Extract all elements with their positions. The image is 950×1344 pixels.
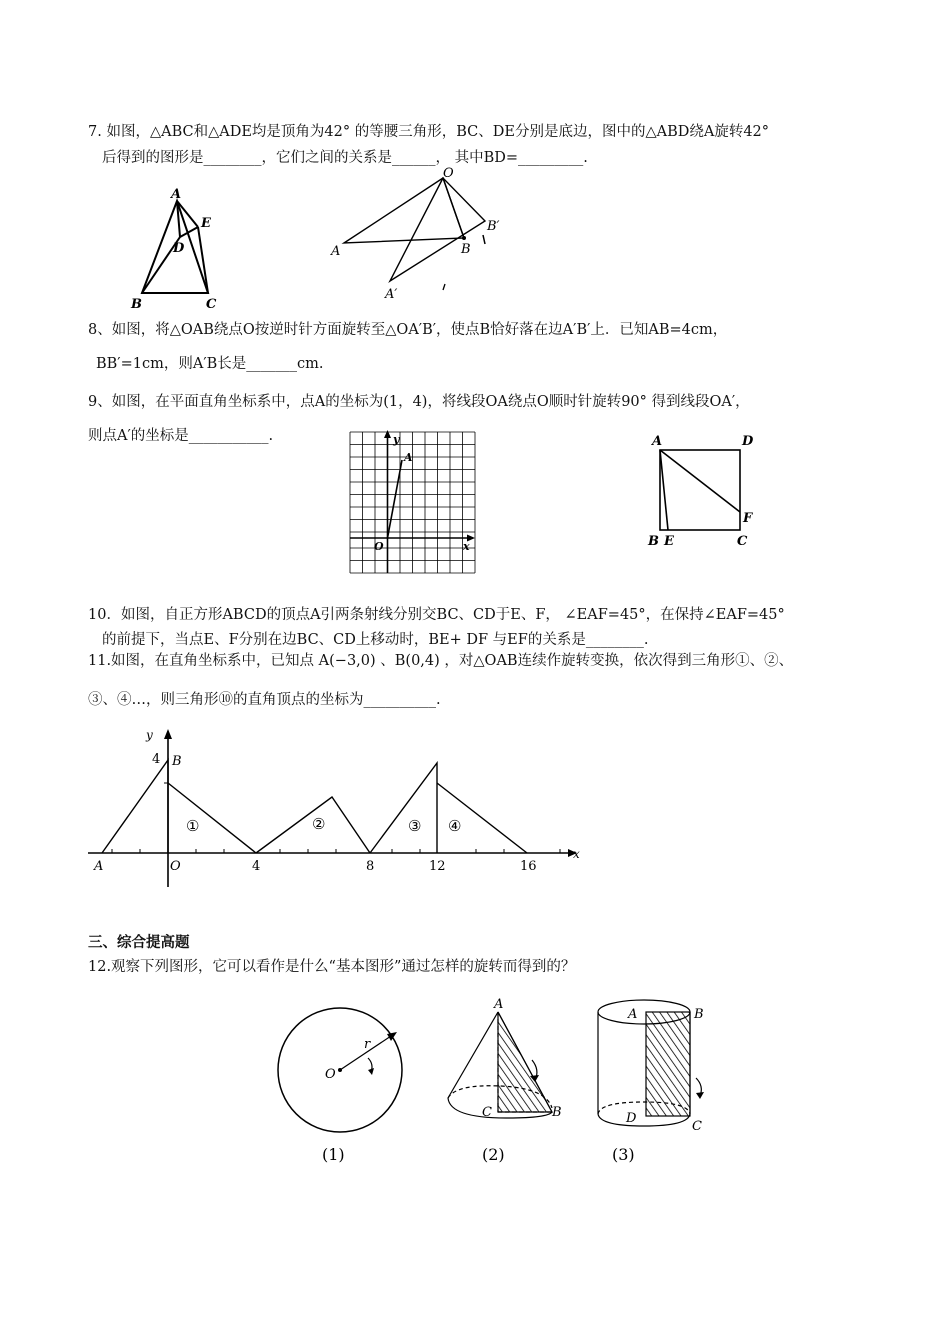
fig12-label-o: O — [325, 1067, 336, 1082]
fig7a-label-d: D — [173, 241, 185, 256]
fig9-grid — [348, 430, 478, 575]
fig10-label-d: D — [742, 434, 754, 449]
q10-line2: 的前提下，当点E、F分别在边BC、CD上移动时，BE+ DF 与EF的关系是________. — [102, 632, 649, 648]
fig11-circled-1: ① — [186, 817, 200, 835]
fig7b-label-b: B — [461, 242, 471, 257]
fig9-label-a: A — [404, 451, 413, 464]
fig12-cone-label-a: A — [494, 997, 504, 1012]
q7-line2: 后得到的图形是________，它们之间的关系是______， 其中BD=_________. — [102, 150, 588, 166]
section3-title: 三、综合提高题 — [88, 935, 190, 951]
fig9-label-o: O — [374, 540, 384, 553]
fig10-label-c: C — [737, 534, 748, 549]
fig7b-label-b1: B′ — [487, 219, 500, 234]
fig11-label-x: x — [573, 847, 580, 861]
fig11-tick-4: 4 — [252, 859, 261, 874]
fig12-cyl-label-a: A — [628, 1007, 638, 1022]
fig7a-label-e: E — [201, 216, 211, 231]
fig11-label-a: A — [94, 859, 104, 874]
q10-line1: 10．如图，自正方形ABCD的顶点A引两条射线分别交BC、CD于E、F， ∠EAF=45°，在保持∠EAF=45° — [88, 607, 785, 623]
fig9-label-x: x — [463, 540, 470, 553]
fig12-cyl-label-c: C — [692, 1119, 702, 1134]
q7-line1: 7. 如图，△ABC和△ADE均是顶角为42° 的等腰三角形，BC、DE分别是底边，图中的△ABD绕A旋转42° — [88, 124, 770, 140]
fig12-solids — [270, 990, 720, 1170]
fig12-caption-1: (1) — [322, 1145, 345, 1164]
fig12-cone-label-c: C — [482, 1105, 492, 1120]
fig7b-label-o: O — [443, 166, 454, 181]
fig7b-label-a: A — [331, 244, 341, 259]
fig10-label-f: F — [743, 511, 753, 526]
fig10-label-e: E — [664, 534, 674, 549]
fig9-label-y: y — [393, 433, 400, 446]
fig11-label-y4: 4 — [152, 752, 161, 767]
fig11-label-b: B — [172, 754, 182, 769]
fig12-cyl-label-b: B — [694, 1007, 704, 1022]
fig12-cyl-label-d: D — [626, 1111, 637, 1126]
q12-line1: 12.观察下列图形，它可以看作是什么“基本图形”通过怎样的旋转而得到的？ — [88, 959, 576, 975]
q9-line1: 9、如图，在平面直角坐标系中，点A的坐标为(1，4)，将线段OA绕点O顺时针旋转90° 得到线段OA′， — [88, 394, 750, 410]
fig11-circled-2: ② — [312, 815, 326, 833]
fig10-label-b: B — [648, 534, 659, 549]
fig10-label-a: A — [652, 434, 663, 449]
fig12-caption-2: (2) — [482, 1145, 505, 1164]
fig11-label-y: y — [146, 728, 153, 742]
q8-line1: 8、如图，将△OAB绕点O按逆时针方面旋转至△OA′B′，使点B恰好落在边A′B′上．已知AB=4cm， — [88, 322, 728, 338]
q9-line2: 则点A′的坐标是___________. — [88, 428, 274, 444]
fig11-circled-4: ④ — [448, 817, 462, 835]
fig10-square — [648, 430, 763, 550]
fig11-tick-8: 8 — [366, 859, 375, 874]
fig12-caption-3: (3) — [612, 1145, 635, 1164]
fig11-tick-16: 16 — [520, 859, 537, 874]
fig7b-label-a1: A′ — [385, 287, 398, 302]
fig11-circled-3: ③ — [408, 817, 422, 835]
q11-line1: 11.如图，在直角坐标系中，已知点 A(−3,0) 、B(0,4) ，对△OAB连续作旋转变换，依次得到三角形①、②、 — [88, 653, 794, 669]
q8-line2: BB′=1cm，则A′B长是_______cm. — [96, 356, 324, 372]
fig7a-label-a: A — [171, 187, 182, 202]
fig11-tick-12: 12 — [429, 859, 446, 874]
fig7a-label-c: C — [206, 297, 217, 312]
fig12-cone-label-b: B — [552, 1105, 562, 1120]
fig7b-rotation — [325, 160, 515, 310]
fig12-label-r: r — [364, 1037, 371, 1052]
fig7a-triangles — [120, 185, 230, 315]
q11-line2: ③、④…，则三角形⑩的直角顶点的坐标为__________. — [88, 692, 441, 708]
fig11-rotations — [80, 725, 590, 895]
fig7a-label-b: B — [131, 297, 142, 312]
fig11-label-o: O — [170, 859, 181, 874]
